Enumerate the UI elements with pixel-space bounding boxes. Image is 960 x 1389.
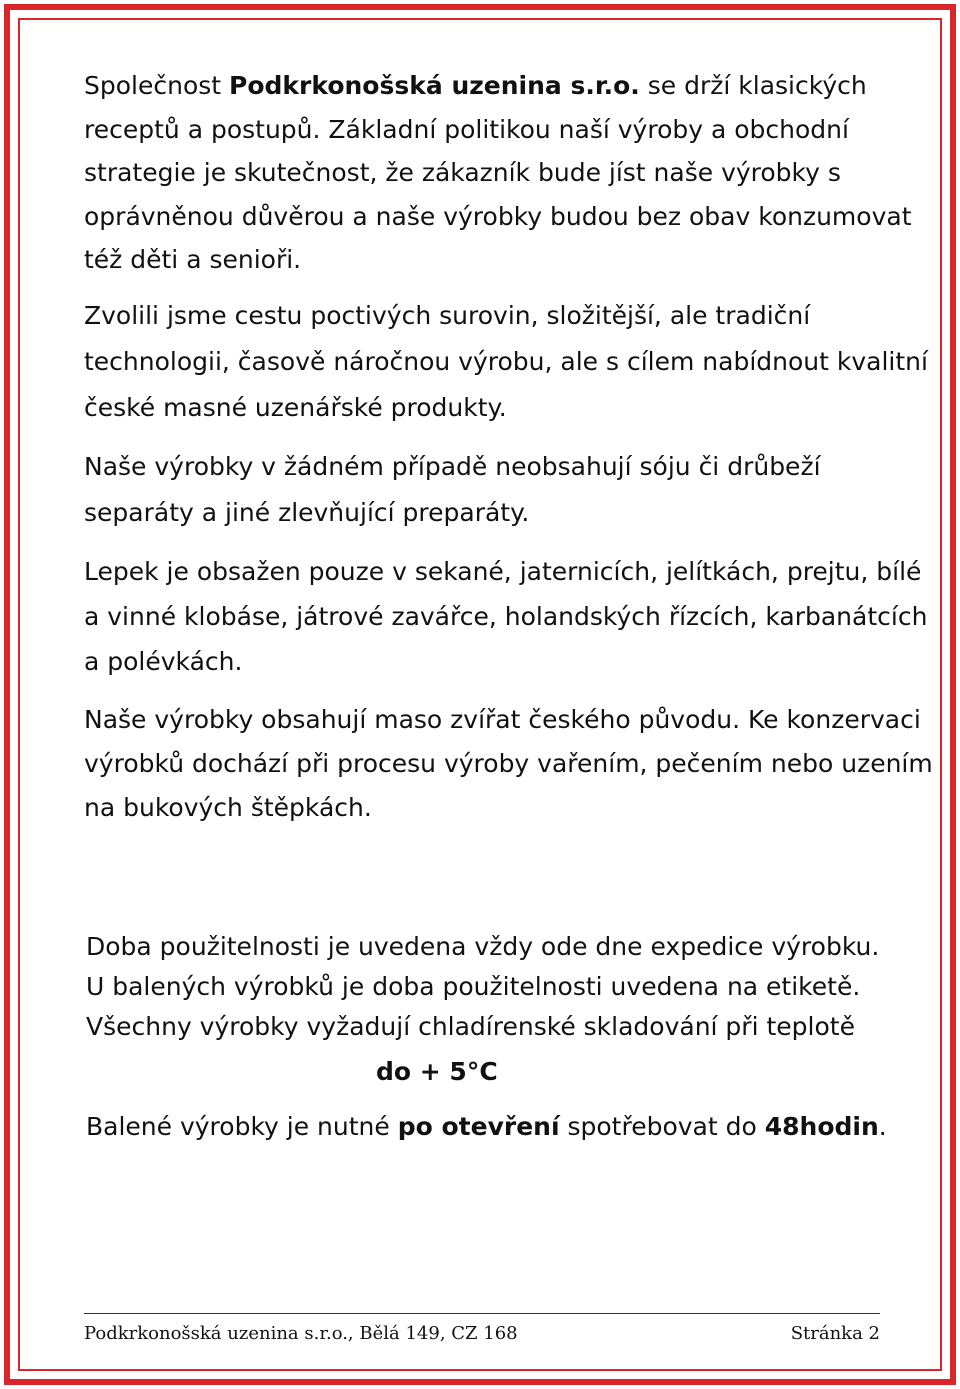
company-name: Podkrkonošská uzenina s.r.o. [229, 71, 640, 100]
intro-text-rest: se drží klasických receptů a postupů. Základní politikou naší výroby a obchodní strategie je skutečnost, že zákazník bude jíst naše výrobky s oprávněnou důvěrou a naše výrobky budou bez obav konzumovat též děti a senioři. [84, 71, 912, 274]
paragraph-gluten: Lepek je obsažen pouze v sekané, jaternicích, jelítkách, prejtu, bílé a vinné klobáse, játrové zavářce, holandských řízcích, karbanátcích a polévkách. [84, 556, 928, 676]
intro-paragraph [84, 64, 936, 282]
footer [84, 1323, 880, 1344]
shelf-life-note: Doba použitelnosti je uvedena vždy ode dne expedice výrobku. [86, 932, 880, 961]
storage-notes [86, 927, 946, 1147]
page-number: Stránka 2 [790, 1323, 880, 1344]
after-opening-note [86, 1107, 946, 1147]
paragraph-no-soy: Naše výrobky v žádném případě neobsahují sóju či drůbeží separáty a jiné zlevňující preparáty. [84, 451, 821, 527]
intro-text-start: Společnost [84, 71, 230, 100]
footer-divider [84, 1313, 880, 1314]
after-opening-text-c: spotřebovat do [559, 1112, 765, 1141]
storage-note: Všechny výrobky vyžadují chladírenské skladování při teplotě [86, 1012, 855, 1041]
after-opening-emphasis: po otevření [397, 1112, 560, 1141]
main-content [84, 64, 936, 830]
paragraph-ingredients: Zvolili jsme cestu poctivých surovin, složitější, ale tradiční technologii, časově náročnou výrobu, ale s cílem nabídnout kvalitní české masné uzenářské produkty. [84, 300, 928, 422]
after-opening-text-e: . [878, 1112, 887, 1141]
after-opening-text-a: Balené výrobky je nutné [86, 1112, 398, 1141]
packaged-note: U balených výrobků je doba použitelnosti uvedena na etiketě. [86, 972, 861, 1001]
paragraph-origin: Naše výrobky obsahují maso zvířat českého původu. Ke konzervaci výrobků dochází při procesu výroby vařením, pečením nebo uzením na bukových štěpkách. [84, 704, 933, 822]
storage-temperature: do + 5°C [376, 1057, 498, 1086]
after-opening-hours: 48hodin [764, 1112, 879, 1141]
footer-address: Podkrkonošská uzenina s.r.o., Bělá 149, CZ 168 [84, 1323, 518, 1344]
